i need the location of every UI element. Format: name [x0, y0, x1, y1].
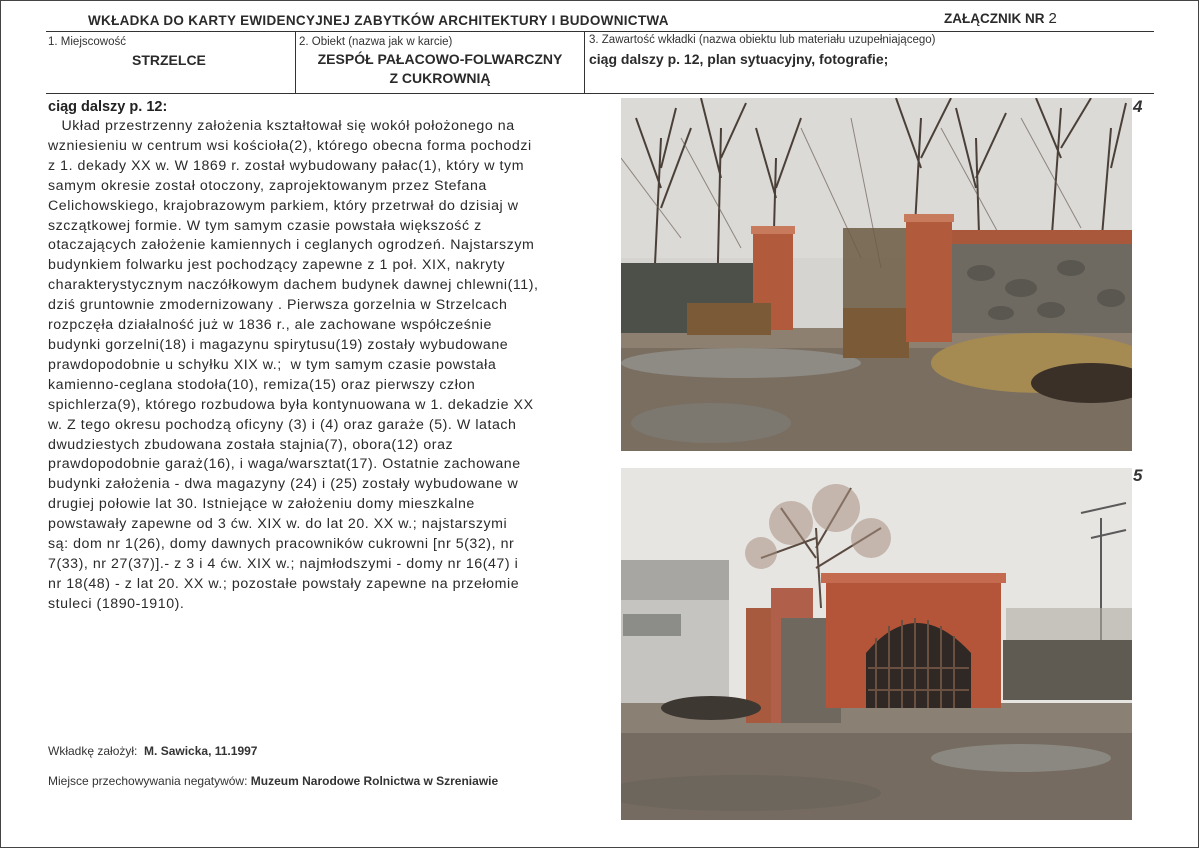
storage-label: Miejsce przechowywania negatywów: — [48, 774, 248, 788]
photo-gate — [621, 98, 1132, 451]
body-line: budynkiem folwarku jest pochodzący zapewne z 1 poł. XIX, nakryty — [48, 257, 506, 274]
document-title: WKŁADKA DO KARTY EWIDENCYJNEJ ZABYTKÓW ARCHITEKTURY I BUDOWNICTWA — [88, 13, 669, 28]
field-contents-label: 3. Zawartość wkładki (nazwa obiektu lub materiału uzupełniającego) — [589, 34, 936, 46]
body-line: powstawały zapewne od 3 ćw. XIX w. do lat 20. XX w.; najstarszymi — [48, 516, 508, 533]
body-line: dwudziestych zbudowana została stajnia(7), obora(12) oraz — [48, 436, 454, 453]
field-locality-label: 1. Miejscowość — [48, 36, 126, 48]
body-heading: ciąg dalszy p. 12: — [48, 99, 168, 115]
field-object-value-line1: ZESPÓŁ PAŁACOWO-FOLWARCZNY — [317, 51, 563, 67]
body-line: kamienno-ceglana stodoła(10), remiza(15) oraz pierwszy człon — [48, 376, 476, 393]
storage-line — [48, 774, 498, 788]
header-divider — [46, 31, 1154, 32]
body-line: stuleci (1890-1910). — [48, 595, 185, 612]
photo-number-4: 4 — [1133, 97, 1143, 116]
body-line: rozpczęła działalność już w 1836 r., ale zachowane współcześnie — [48, 317, 492, 334]
body-line: otaczających założenie kamiennych i ceglanych ogrodzeń. Najstarszym — [48, 237, 535, 254]
field-locality-value: STRZELCE — [132, 52, 206, 68]
author-line — [48, 744, 257, 758]
fields-divider — [46, 93, 1154, 94]
attachment-label: ZAŁĄCZNIK NR — [944, 11, 1045, 26]
body-line: prawdopodobnie garaż(16), i waga/warsztat(17). Ostatnie zachowane — [48, 456, 521, 473]
body-line: budynki założenia - dwa magazyny (24) i (25) zostały wybudowane w — [48, 476, 519, 493]
body-line: spichlerza(9), którego rozbudowa była kontynuowana w 1. dekadzie XX — [48, 396, 534, 413]
body-line: prawdopodobnie u schyłku XIX w.; w tym samym czasie powstała — [48, 356, 497, 373]
body-line: Układ przestrzenny założenia kształtował się wokół położonego na — [48, 118, 515, 134]
body-line: w. Z tego okresu pochodzą oficyny (3) i (4) oraz garaże (5). W latach — [48, 416, 517, 433]
body-line: z 1. dekady XX w. W 1869 r. został wybudowany pałac(1), który w tym — [48, 157, 525, 174]
body-line: samym okresie został otoczony, zaprojektowanym przez Stefana — [48, 177, 487, 194]
body-line: charakterystycznym naczółkowym dachem budynek dawnej chlewni(11), — [48, 277, 539, 294]
attachment-number — [944, 10, 1057, 27]
body-line: budynki gorzelni(18) i magazynu spirytusu(19) zostały wybudowane — [48, 336, 509, 353]
field-separator — [584, 31, 585, 93]
photo-number-5: 5 — [1133, 466, 1143, 485]
body-line: są: dom nr 1(26), domy dawnych pracowników cukrowni [nr 5(32), nr — [48, 536, 515, 553]
author-label: Wkładkę założył: — [48, 744, 138, 758]
body-line: szczątkowej formie. W tym samym czasie powstała większość z — [48, 217, 482, 234]
body-text — [48, 117, 588, 615]
field-contents-value: ciąg dalszy p. 12, plan sytuacyjny, fotografie; — [589, 51, 889, 67]
field-separator — [295, 31, 296, 93]
photo-arched-gateway — [621, 468, 1132, 820]
storage-value: Muzeum Narodowe Rolnictwa w Szreniawie — [250, 774, 499, 788]
field-object-value-line2: Z CUKROWNIĄ — [389, 70, 491, 86]
body-line: Celichowskiego, krajobrazowym parkiem, który przetrwał do dzisiaj w — [48, 197, 519, 214]
body-line: 7(33), nr 27(37)].- z 3 i 4 ćw. XIX w.; najmłodszymi - domy nr 16(47) i — [48, 555, 519, 572]
body-line: drugiej połowie lat 30. Istniejące w założeniu domy mieszkalne — [48, 496, 475, 513]
attachment-value: 2 — [1048, 10, 1057, 27]
body-line: wzniesieniu w centrum wsi kościoła(2), którego obecna forma pochodzi — [48, 137, 532, 154]
author-value: M. Sawicka, 11.1997 — [144, 744, 258, 758]
body-line: nr 18(48) - z lat 20. XX w.; pozostałe powstały zapewne na przełomie — [48, 575, 520, 592]
body-line: dziś gruntownie zmodernizowany . Pierwsza gorzelnia w Strzelcach — [48, 297, 508, 314]
field-object-label: 2. Obiekt (nazwa jak w karcie) — [299, 36, 453, 48]
